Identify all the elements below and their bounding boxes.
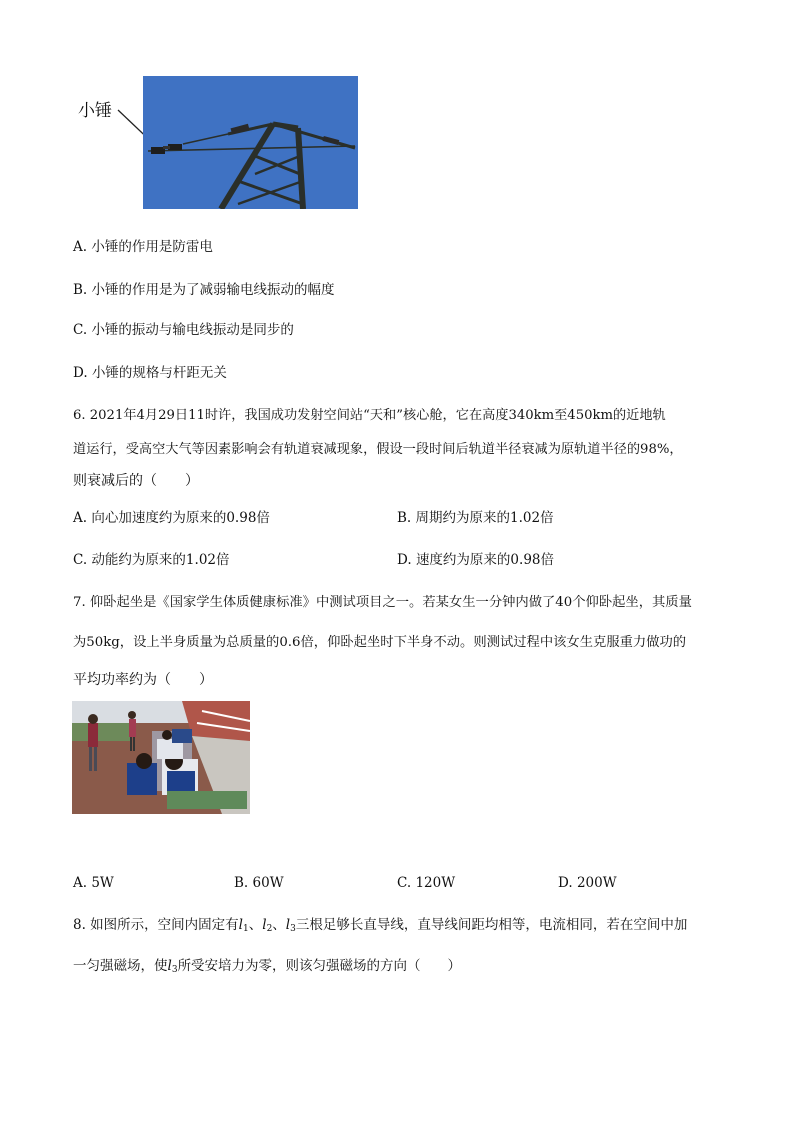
option-letter: A.	[73, 239, 88, 255]
wire-l3-subscript: 3	[290, 924, 296, 934]
wire-l1-symbol: l	[238, 917, 243, 933]
q5-option-c	[73, 320, 294, 340]
wire-l3-symbol: l	[285, 917, 291, 933]
option-text: 动能约为原来的1.02倍	[91, 552, 230, 568]
option-letter: D.	[73, 365, 88, 381]
sky-background	[143, 76, 358, 209]
q7-stem-line3: 平均功率约为（ ）	[73, 672, 213, 688]
wire-l3-symbol: l	[167, 958, 172, 974]
hammer-body	[151, 147, 165, 154]
figure-label-small-hammer: 小锤	[78, 101, 112, 121]
power-tower-photo	[143, 76, 358, 209]
option-letter: A.	[73, 875, 88, 891]
q7-option-b	[234, 873, 284, 893]
q6-option-d	[397, 550, 554, 570]
q8-line2-suffix: 所受安培力为零，则该匀强磁场的方向（ ）	[177, 958, 462, 974]
option-letter: B.	[397, 510, 412, 526]
q7-option-c	[397, 873, 455, 893]
wire-l3-subscript: 3	[171, 965, 178, 975]
separator: 、	[272, 917, 286, 933]
option-letter: C.	[73, 552, 88, 568]
situp-test-photo	[72, 701, 250, 814]
option-text: 200W	[576, 875, 617, 891]
option-text: 小锤的作用是防雷电	[91, 239, 213, 255]
option-letter: D.	[558, 875, 573, 891]
option-text: 向心加速度约为原来的0.98倍	[91, 510, 270, 526]
option-letter: B.	[234, 875, 249, 891]
option-text: 周期约为原来的1.02倍	[415, 510, 554, 526]
option-letter: A.	[73, 510, 88, 526]
q8-line2-prefix: 一匀强磁场，使	[73, 958, 168, 974]
q5-option-d	[73, 363, 227, 383]
option-text: 5W	[91, 875, 114, 891]
option-letter: D.	[397, 552, 412, 568]
option-text: 小锤的规格与杆距无关	[91, 365, 227, 381]
wire-l2-subscript: 2	[266, 924, 273, 934]
q8-prefix: 8. 如图所示，空间内固定有	[73, 917, 239, 933]
q6-option-b	[397, 508, 554, 528]
option-letter: B.	[73, 282, 88, 298]
option-text: 速度约为原来的0.98倍	[415, 552, 554, 568]
option-text: 60W	[252, 875, 284, 891]
option-text: 120W	[415, 875, 456, 891]
option-text: 小锤的作用是为了减弱输电线振动的幅度	[91, 282, 335, 298]
q8-stem-line1	[73, 915, 687, 939]
q8-suffix: 三根足够长直导线，直导线间距均相等，电流相同，若在空间中加	[295, 917, 688, 933]
q7-option-a	[73, 873, 114, 893]
q6-option-c	[73, 550, 230, 570]
wire-l1-subscript: 1	[243, 924, 249, 934]
q7-option-d	[558, 873, 617, 893]
option-letter: C.	[397, 875, 412, 891]
option-letter: C.	[73, 322, 88, 338]
q8-stem-line2	[73, 956, 461, 980]
q7-stem-line1: 7. 仰卧起坐是《国家学生体质健康标准》中测试项目之一。若某女生一分钟内做了40个仰卧起坐，其质量	[73, 595, 692, 610]
q6-stem-line2: 道运行，受高空大气等因素影响会有轨道衰减现象，假设一段时间后轨道半径衰减为原轨道半径的98%，	[73, 442, 683, 457]
wire-l2-symbol: l	[262, 917, 267, 933]
q6-stem-line3: 则衰减后的（ ）	[73, 473, 199, 489]
separator: 、	[248, 917, 263, 933]
q7-stem-line2: 为50kg，设上半身质量为总质量的0.6倍，仰卧起坐时下半身不动。则测试过程中该女生克服重力做功的	[73, 635, 687, 650]
q6-option-a	[73, 508, 270, 528]
q5-option-a	[73, 237, 213, 257]
q5-option-b	[73, 280, 335, 300]
q6-stem-line1: 6. 2021年4月29日11时许，我国成功发射空间站“天和”核心舱，它在高度340km至450km的近地轨	[73, 408, 666, 423]
option-text: 小锤的振动与输电线振动是同步的	[91, 322, 294, 338]
